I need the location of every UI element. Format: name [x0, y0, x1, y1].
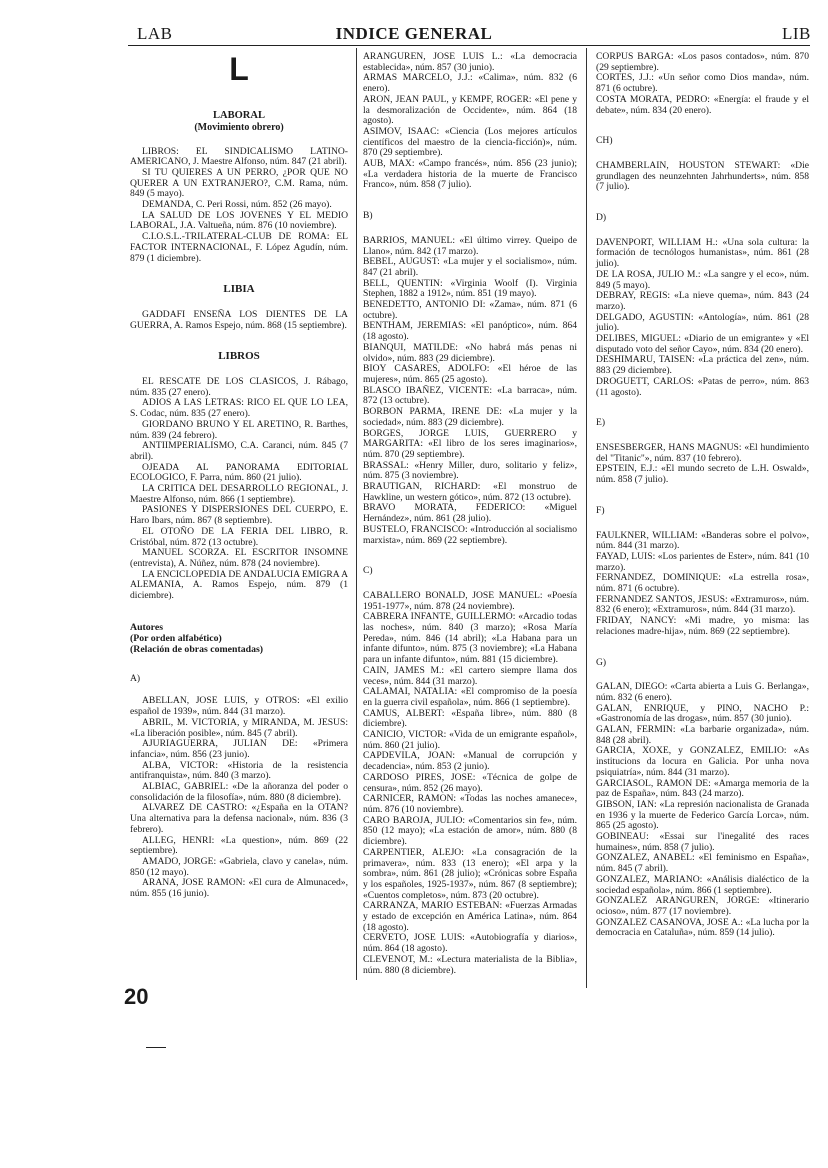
- index-entry: ABELLAN, JOSE LUIS, y OTROS: «El exilio español de 1939», núm. 844 (31 marzo).: [130, 695, 348, 718]
- index-entry: BIOY CASARES, ADOLFO: «El héroe de las mujeres», núm. 865 (25 agosto).: [363, 363, 577, 385]
- index-entry: BARRIOS, MANUEL: «El último virrey. Queipo de Llano», núm. 842 (17 marzo).: [363, 234, 577, 257]
- index-entry: DELGADO, AGUSTIN: «Antología», núm. 861 (28 julio).: [596, 311, 809, 334]
- index-entry: DE LA ROSA, JULIO M.: «La sangre y el eco», núm. 849 (5 mayo).: [596, 268, 809, 291]
- index-entry: GALAN, DIEGO: «Carta abierta a Luis G. Berlanga», núm. 832 (6 enero).: [596, 681, 809, 703]
- index-entry: BRAVO MORATA, FEDERICO: «Miguel Hernández», núm. 861 (28 julio).: [363, 502, 577, 525]
- column-3: [596, 52, 809, 939]
- libia-entries: [130, 310, 348, 331]
- index-entry: PASIONES Y DISPERSIONES DEL CUERPO, E. Haro Ibars, núm. 867 (8 septiembre).: [130, 504, 348, 527]
- index-entry: CAIN, JAMES M.: «El cartero siempre llama dos veces», núm. 844 (31 marzo).: [363, 664, 577, 687]
- index-entry: BORGES, JORGE LUIS, GUERRERO y MARGARITA: «El libro de los seres imaginarios», núm. 870 (29 septiembre).: [363, 427, 577, 460]
- group-label-g: G): [596, 656, 607, 668]
- index-entry: FAYAD, LUIS: «Los parientes de Ester», núm. 841 (10 marzo).: [596, 550, 809, 573]
- index-entry: FERNANDEZ SANTOS, JESUS: «Extramuros», núm. 832 (6 enero); «Extramuros», núm. 844 (31 marzo).: [596, 593, 809, 616]
- index-entry: GONZALEZ, MARIANO: «Análisis dialéctico de la sociedad española», núm. 866 (1 septiembre).: [596, 873, 809, 896]
- index-entry: BENEDETTO, ANTONIO DI: «Zama», núm. 871 (6 octubre).: [363, 299, 577, 321]
- index-entry: BRAUTIGAN, RICHARD: «El monstruo de Hawkline, un western gótico», núm. 872 (13 octubre).: [363, 481, 577, 503]
- index-entry: CARNICER, RAMON: «Todas las noches amanece», núm. 876 (10 noviembre).: [363, 793, 577, 815]
- index-entry: ALBIAC, GABRIEL: «De la añoranza del poder o consolidación de la filosofía», núm. 880 (8 diciembre).: [130, 781, 348, 803]
- section-letter: L: [229, 51, 249, 87]
- index-entry: MANUEL SCORZA. EL ESCRITOR INSOMNE (entrevista), A. Núñez, núm. 878 (24 noviembre).: [130, 547, 348, 569]
- index-entry: DAVENPORT, WILLIAM H.: «Una sola cultura: la formación de tecnólogos humanistas», núm. 861 (28 julio).: [596, 236, 809, 270]
- index-entry: GONZALEZ ARANGUREN, JORGE: «Itinerario ocioso», núm. 877 (17 noviembre).: [596, 895, 809, 917]
- index-entry: DEMANDA, C. Peri Rossi, núm. 852 (26 mayo).: [142, 199, 332, 211]
- index-entry: BUSTELO, FRANCISCO: «Introducción al socialismo marxista», núm. 869 (22 septiembre).: [363, 523, 577, 546]
- index-entry: GADDAFI ENSEÑA LOS DIENTES DE LA GUERRA, A. Ramos Espejo, núm. 868 (15 septiembre).: [130, 308, 348, 331]
- index-entry: DROGUETT, CARLOS: «Patas de perro», núm. 863 (11 agosto).: [596, 375, 809, 398]
- index-entry: GOBINEAU: «Essai sur l'inegalité des races humaines», núm. 858 (7 julio).: [596, 831, 809, 853]
- autores-heading: [130, 622, 348, 656]
- index-entry: ABRIL, M. VICTORIA, y MIRANDA, M. JESUS: «La liberación posible», núm. 845 (7 abril).: [130, 716, 348, 739]
- group-label-a: A): [130, 672, 141, 684]
- index-entry: ENSESBERGER, HANS MAGNUS: «El hundimiento del "Titanic"», núm. 837 (10 febrero).: [596, 441, 809, 464]
- page-number: 20: [124, 984, 149, 1009]
- group-label-c: C): [363, 565, 373, 577]
- group-label-ch: CH): [596, 135, 613, 147]
- index-entry: SI TU QUIERES A UN PERRO, ¿POR QUE NO QUERER A UN EXTRANJERO?, C.M. Rama, núm. 849 (5 mayo).: [130, 166, 348, 200]
- section-title-laboral: LABORAL: [213, 110, 265, 121]
- group-c-continued: [596, 52, 809, 116]
- index-entry: ARANA, JOSE RAMON: «El cura de Almunaced», núm. 855 (16 junio).: [130, 877, 348, 900]
- group-ch-entries: [596, 161, 809, 193]
- column-2: [363, 52, 577, 976]
- group-d-entries: [596, 238, 809, 399]
- index-entry: FRIDAY, NANCY: «Mi madre, yo misma: las relaciones madre-hija», núm. 869 (22 septiembre).: [596, 615, 809, 637]
- section-subtitle-laboral: (Movimiento obrero): [194, 121, 284, 133]
- index-entry: CARRANZA, MARIO ESTEBAN: «Fuerzas Armadas y estado de excepción en América Latina», núm. 864 (18 agosto).: [363, 900, 577, 933]
- index-entry: ALBA, VICTOR: «Historia de la resistencia antifranquista», núm. 840 (3 marzo).: [130, 759, 348, 782]
- index-entry: CORPUS BARGA: «Los pasos contados», núm. 870 (29 septiembre).: [596, 51, 809, 73]
- index-entry: GIBSON, IAN: «La represión nacionalista de Granada en 1936 y la muerte de Federico García Lorca», núm. 865 (25 agosto).: [596, 798, 809, 832]
- group-a-entries: [130, 696, 348, 899]
- index-entry: CARO BAROJA, JULIO: «Comentarios sin fe», núm. 850 (12 mayo); «La estación de amor», núm. 880 (8 diciembre).: [363, 814, 577, 848]
- group-e-entries: [596, 443, 809, 486]
- index-entry: CLEVENOT, M.: «Lectura materialista de la Biblia», núm. 880 (8 diciembre).: [363, 953, 577, 976]
- section-title-libros: LIBROS: [218, 350, 260, 363]
- index-entry: AUB, MAX: «Campo francés», núm. 856 (23 junio); «La verdadera historia de la muerte de Francisco Franco», núm. 858 (7 julio).: [363, 158, 577, 191]
- group-b-entries: [363, 236, 577, 546]
- index-entry: ARON, JEAN PAUL, y KEMPF, ROGER: «El pene y la desmoralización de Occidente», núm. 864 (18 agosto).: [363, 93, 577, 127]
- index-entry: GARCIA, XOXE, y GONZALEZ, EMILIO: «As institucions da locura en Galicia. Por unha nova psiquiatría», núm. 844 (31 marzo).: [596, 745, 809, 778]
- index-entry: FAULKNER, WILLIAM: «Banderas sobre el polvo», núm. 844 (31 marzo).: [596, 529, 809, 552]
- group-label-b: B): [363, 210, 373, 222]
- index-entry: AJURIAGUERRA, JULIAN DE: «Primera infancia», núm. 856 (23 junio).: [130, 738, 348, 760]
- index-entry: ALLEG, HENRI: «La question», núm. 869 (22 septiembre).: [130, 834, 348, 857]
- index-entry: LA ENCICLOPEDIA DE ANDALUCIA EMIGRA A ALEMANIA, A. Ramos Espejo, núm. 879 (1 diciembre).: [130, 568, 349, 602]
- index-entry: CABALLERO BONALD, JOSE MANUEL: «Poesía 1951-1977», núm. 878 (24 noviembre).: [363, 589, 577, 612]
- header-right-guide: LIB: [782, 24, 811, 43]
- index-entry: GONZALEZ CASANOVA, JOSE A.: «La lucha por la democracia en Cataluña», núm. 859 (14 julio).: [596, 916, 809, 939]
- column-divider-2: [586, 48, 587, 988]
- index-entry: ARANGUREN, JOSE LUIS L.: «La democracia establecida», núm. 857 (30 junio).: [363, 51, 577, 73]
- index-entry: AMADO, JORGE: «Gabriela, clavo y canela», núm. 850 (12 mayo).: [130, 855, 348, 878]
- group-a-continued: [363, 52, 577, 191]
- index-entry: CAMUS, ALBERT: «España libre», núm. 880 (8 diciembre).: [363, 707, 577, 730]
- index-entry: ALVAREZ DE CASTRO: «¿España en la OTAN? Una alternativa para la defensa nacional», núm. 836 (3 febrero).: [130, 802, 348, 835]
- index-entry: ANTIIMPERIALISMO, C.A. Caranci, núm. 845 (7 abril).: [130, 440, 348, 462]
- index-entry: BRASSAL: «Henry Miller, duro, solitario y feliz», núm. 875 (3 noviembre).: [363, 459, 577, 482]
- index-entry: DELIBES, MIGUEL: «Diario de un emigrante» y «El disputado voto del señor Cayo», núm. 834 (20 enero).: [596, 333, 809, 355]
- index-entry: CERVETO, JOSE LUIS: «Autobiografía y diarios», núm. 864 (18 agosto).: [363, 932, 577, 955]
- index-entry: OJEADA AL PANORAMA EDITORIAL ECOLOGICO, F. Parra, núm. 860 (21 julio).: [130, 461, 348, 484]
- index-entry: LA SALUD DE LOS JOVENES Y EL MEDIO LABORAL, J.A. Valtueña, núm. 876 (10 noviembre).: [130, 209, 348, 232]
- index-entry: GARCIASOL, RAMON DE: «Amarga memoria de la paz de España», núm. 843 (24 marzo).: [596, 777, 809, 800]
- index-entry: FERNANDEZ, DOMINIQUE: «La estrella rosa», núm. 871 (6 octubre).: [596, 572, 809, 595]
- index-entry: CORTES, J.J.: «Un señor como Dios manda», núm. 871 (6 octubre).: [596, 72, 809, 95]
- autores-title: Autores: [130, 621, 164, 633]
- group-label-d: D): [596, 212, 607, 224]
- index-entry: COSTA MORATA, PEDRO: «Energía: el fraude y el debate», núm. 834 (20 enero).: [596, 93, 809, 116]
- index-entry: BEBEL, AUGUST: «La mujer y el socialismo», núm. 847 (21 abril).: [363, 256, 577, 278]
- footer-rule: [146, 1047, 166, 1048]
- libros-entries: [130, 377, 348, 602]
- index-entry: CARDOSO PIRES, JOSE: «Técnica de golpe de censura», núm. 852 (26 mayo).: [363, 771, 577, 794]
- column-1: [130, 52, 348, 900]
- index-entry: BIANQUI, MATILDE: «No habrá más penas ni olvido», núm. 883 (29 diciembre).: [363, 341, 577, 364]
- index-entry: ARMAS MARCELO, J.J.: «Calima», núm. 832 (6 enero).: [363, 72, 577, 95]
- index-entry: LA CRITICA DEL DESARROLLO REGIONAL, J. Maestre Alfonso, núm. 866 (1 septiembre).: [130, 483, 348, 505]
- index-entry: EL RESCATE DE LOS CLASICOS, J. Rábago, núm. 835 (27 enero).: [130, 376, 348, 398]
- section-title-libia: LIBIA: [223, 283, 255, 296]
- index-entry: DESHIMARU, TAISEN: «La práctica del zen», núm. 883 (29 diciembre).: [596, 354, 809, 377]
- index-entry: CARPENTIER, ALEJO: «La consagración de la primavera», núm. 833 (13 enero); «El arpa y la sombra», núm. 861 (28 julio); «Crónicas sobre España y los españoles, 1925-1937», núm. 867 (8 septiembre); «Cuentos completos», núm. 873 (20 octubre).: [363, 846, 577, 901]
- group-c-entries: [363, 591, 577, 976]
- index-entry: CAPDEVILA, JOAN: «Manual de corrupción y decadencia», núm. 853 (2 junio).: [363, 750, 577, 773]
- index-entry: ADIOS A LAS LETRAS: RICO EL QUE LO LEA, S. Codac, núm. 835 (27 enero).: [130, 397, 348, 420]
- index-entry: BORBON PARMA, IRENE DE: «La mujer y la sociedad», núm. 883 (29 diciembre).: [363, 406, 577, 428]
- index-entry: BELL, QUENTIN: «Virginia Woolf (I). Virginia Stephen, 1882 a 1912», núm. 851 (19 mayo).: [363, 277, 577, 300]
- autores-relation: (Relación de obras comentadas): [130, 644, 264, 656]
- index-entry: GONZALEZ, ANABEL: «El feminismo en España», núm. 845 (7 abril).: [596, 852, 809, 875]
- index-entry: DEBRAY, REGIS: «La nieve quema», núm. 843 (24 marzo).: [596, 290, 809, 312]
- header-rule: [128, 45, 810, 46]
- index-entry: ASIMOV, ISAAC: «Ciencia (Los mejores artículos científicos del maestro de la ciencia-ficción)», núm. 870 (29 septiembre).: [363, 125, 577, 159]
- index-entry: BLASCO IBAÑEZ, VICENTE: «La barraca», núm. 872 (13 octubre).: [363, 384, 577, 407]
- index-entry: GIORDANO BRUNO Y EL ARETINO, R. Barthes, núm. 839 (24 febrero).: [130, 418, 348, 441]
- autores-order: (Por orden alfabético): [130, 633, 222, 645]
- index-entry: CALAMAI, NATALIA: «El compromiso de la poesía en la guerra civil española», núm. 866 (1 septiembre).: [363, 686, 577, 708]
- group-g-entries: [596, 682, 809, 939]
- index-entry: EL OTOÑO DE LA FERIA DEL LIBRO, R. Cristóbal, núm. 872 (13 octubre).: [130, 525, 348, 548]
- page-title: INDICE GENERAL: [335, 24, 493, 43]
- column-divider-1: [356, 48, 357, 980]
- index-entry: BENTHAM, JEREMIAS: «El panóptico», núm. 864 (18 agosto).: [363, 320, 577, 343]
- index-entry: EPSTEIN, E.J.: «El mundo secreto de L.H. Oswald», núm. 858 (7 julio).: [596, 463, 809, 486]
- group-label-f: F): [596, 504, 605, 516]
- index-entry: C.I.O.S.L.-TRILATERAL-CLUB DE ROMA: EL FACTOR INTERNACIONAL, F. López Agudín, núm. 879 (1 diciembre).: [130, 231, 348, 264]
- index-entry: CABRERA INFANTE, GUILLERMO: «Arcadio todas las noches», núm. 840 (3 marzo); «Rosa María Pereda», núm. 846 (14 abril); «La Habana para un infante difunto», núm. 875 (3 noviembre); «La Habana para un infante difunto», núm. 881 (15 diciembre).: [363, 611, 577, 666]
- index-entry: CANICIO, VICTOR: «Vida de un emigrante español», núm. 860 (21 julio).: [363, 729, 577, 751]
- index-entry: LIBROS: EL SINDICALISMO LATINO-AMERICANO, J. Maestre Alfonso, núm. 847 (21 abril).: [130, 145, 348, 168]
- group-label-e: E): [596, 417, 606, 429]
- group-f-entries: [596, 531, 809, 638]
- index-entry: CHAMBERLAIN, HOUSTON STEWART: «Die grundlagen des neunzehnten Jahrhunderts», núm. 858 (7 julio).: [596, 159, 809, 193]
- index-entry: GALAN, ENRIQUE, y PINO, NACHO P.: «Gastronomía de las drogas», núm. 857 (30 junio).: [596, 702, 809, 725]
- index-entry: GALAN, FERMIN: «La barbarie organizada», núm. 848 (28 abril).: [596, 724, 809, 746]
- laboral-entries: [130, 147, 348, 265]
- header-left-guide: LAB: [137, 24, 173, 43]
